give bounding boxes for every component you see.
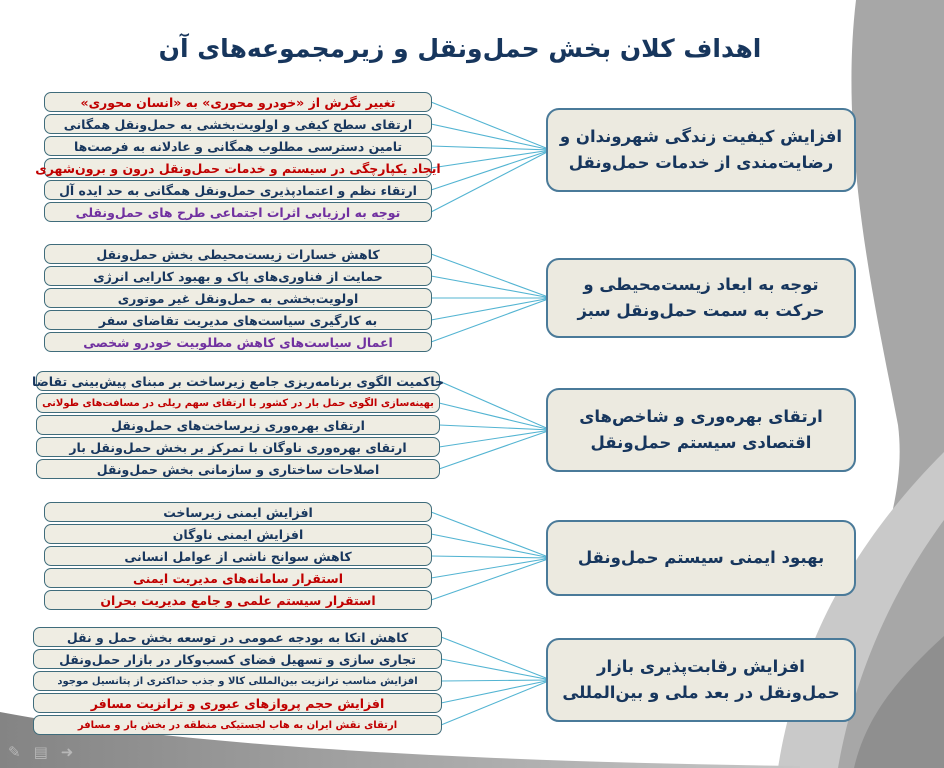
goal-item: تغییر نگرش از «خودرو محوری» به «انسان محوری» xyxy=(44,92,432,112)
goal-item: اصلاحات ساختاری و سازمانی بخش حمل‌ونقل xyxy=(36,459,440,479)
goal-item: کاهش سوانح ناشی از عوامل انسانی xyxy=(44,546,432,566)
goal-item: ارتقای نقش ایران به هاب لجستیکی منطقه در بخش بار و مسافر xyxy=(33,715,442,735)
goal-item: استقرار سیستم علمی و جامع مدیریت بحران xyxy=(44,590,432,610)
goal-box: ارتقای بهره‌وری و شاخص‌های اقتصادی سیستم حمل‌ونقل xyxy=(546,388,856,472)
connector-line xyxy=(431,102,551,150)
goal-item: ارتقاء نظم و اعتمادپذیری حمل‌ونقل همگانی به حد ایده آل xyxy=(44,180,432,200)
pen-icon[interactable]: ✎ xyxy=(8,743,21,761)
connector-line xyxy=(431,150,551,190)
connector-line xyxy=(441,659,551,680)
goal-item: اعمال سیاست‌های کاهش مطلوبیت خودرو شخصی xyxy=(44,332,432,352)
goal-item: ایجاد یکپارچگی در سیستم و خدمات حمل‌ونقل درون و برون‌شهری xyxy=(44,158,432,178)
presenter-controls xyxy=(8,745,73,760)
goal-box: بهبود ایمنی سیستم حمل‌ونقل xyxy=(546,520,856,596)
goal-item: افزایش مناسب ترانزیت بین‌المللی کالا و جذب حداکثری از پتانسیل موجود xyxy=(33,671,442,691)
connector-line xyxy=(431,558,551,600)
connector-line xyxy=(439,381,551,430)
goal-item: تامین دسترسی مطلوب همگانی و عادلانه به فرصت‌ها xyxy=(44,136,432,156)
connector-line xyxy=(439,430,551,447)
goal-item: اولویت‌بخشی به حمل‌ونقل غیر موتوری xyxy=(44,288,432,308)
connector-line xyxy=(431,298,551,320)
goal-item: حاکمیت الگوی برنامه‌ریزی جامع زیرساخت بر مبنای پیش‌بینی تقاضا xyxy=(36,371,440,391)
goal-item: کاهش اتکا به بودجه عمومی در توسعه بخش حمل و نقل xyxy=(33,627,442,647)
slide-title: اهداف کلان بخش حمل‌ونقل و زیرمجموعه‌های آن xyxy=(158,34,762,63)
goal-box: افزایش رقابت‌پذیری بازار حمل‌ونقل در بعد ملی و بین‌المللی xyxy=(546,638,856,722)
connector-line xyxy=(431,534,551,558)
goal-item: افزایش حجم پروازهای عبوری و ترانزیت مسافر xyxy=(33,693,442,713)
connector-line xyxy=(431,254,551,298)
connector-line xyxy=(441,680,551,725)
goal-item: ارتقای سطح کیفی و اولویت‌بخشی به حمل‌ونقل همگانی xyxy=(44,114,432,134)
goal-item: توجه به ارزیابی اثرات اجتماعی طرح های حمل‌ونقلی xyxy=(44,202,432,222)
goal-item: به کارگیری سیاست‌های مدیریت تقاضای سفر xyxy=(44,310,432,330)
connector-line xyxy=(431,298,551,342)
goal-item: حمایت از فناوری‌های پاک و بهبود کارایی انرژی xyxy=(44,266,432,286)
connector-line xyxy=(441,680,551,681)
connector-line xyxy=(431,512,551,558)
goal-item: ارتقای بهره‌وری زیرساخت‌های حمل‌ونقل xyxy=(36,415,440,435)
goal-item: استقرار سامانه‌های مدیریت ایمنی xyxy=(44,568,432,588)
connector-line xyxy=(439,430,551,469)
goal-item: ارتقای بهره‌وری ناوگان با تمرکز بر بخش حمل‌ونقل بار xyxy=(36,437,440,457)
connector-line xyxy=(441,680,551,703)
connector-line xyxy=(431,558,551,578)
connector-line xyxy=(431,276,551,298)
slide-menu-icon[interactable]: ▤ xyxy=(33,743,48,761)
goal-box: توجه به ابعاد زیست‌محیطی و حرکت به سمت حمل‌ونقل سبز xyxy=(546,258,856,338)
goal-item: افزایش ایمنی ناوگان xyxy=(44,524,432,544)
connector-line xyxy=(431,556,551,558)
goal-item: بهینه‌سازی الگوی حمل بار در کشور با ارتقای سهم ریلی در مسافت‌های طولانی xyxy=(36,393,440,413)
goal-item: افزایش ایمنی زیرساخت xyxy=(44,502,432,522)
connector-line xyxy=(441,637,551,680)
goal-item: کاهش خسارات زیست‌محیطی بخش حمل‌ونقل xyxy=(44,244,432,264)
goal-item: تجاری سازی و تسهیل فضای کسب‌وکار در بازار حمل‌ونقل xyxy=(33,649,442,669)
next-slide-icon[interactable]: ➜ xyxy=(60,743,74,761)
goal-box: افزایش کیفیت زندگی شهروندان و رضایت‌مندی از خدمات حمل‌ونقل xyxy=(546,108,856,192)
